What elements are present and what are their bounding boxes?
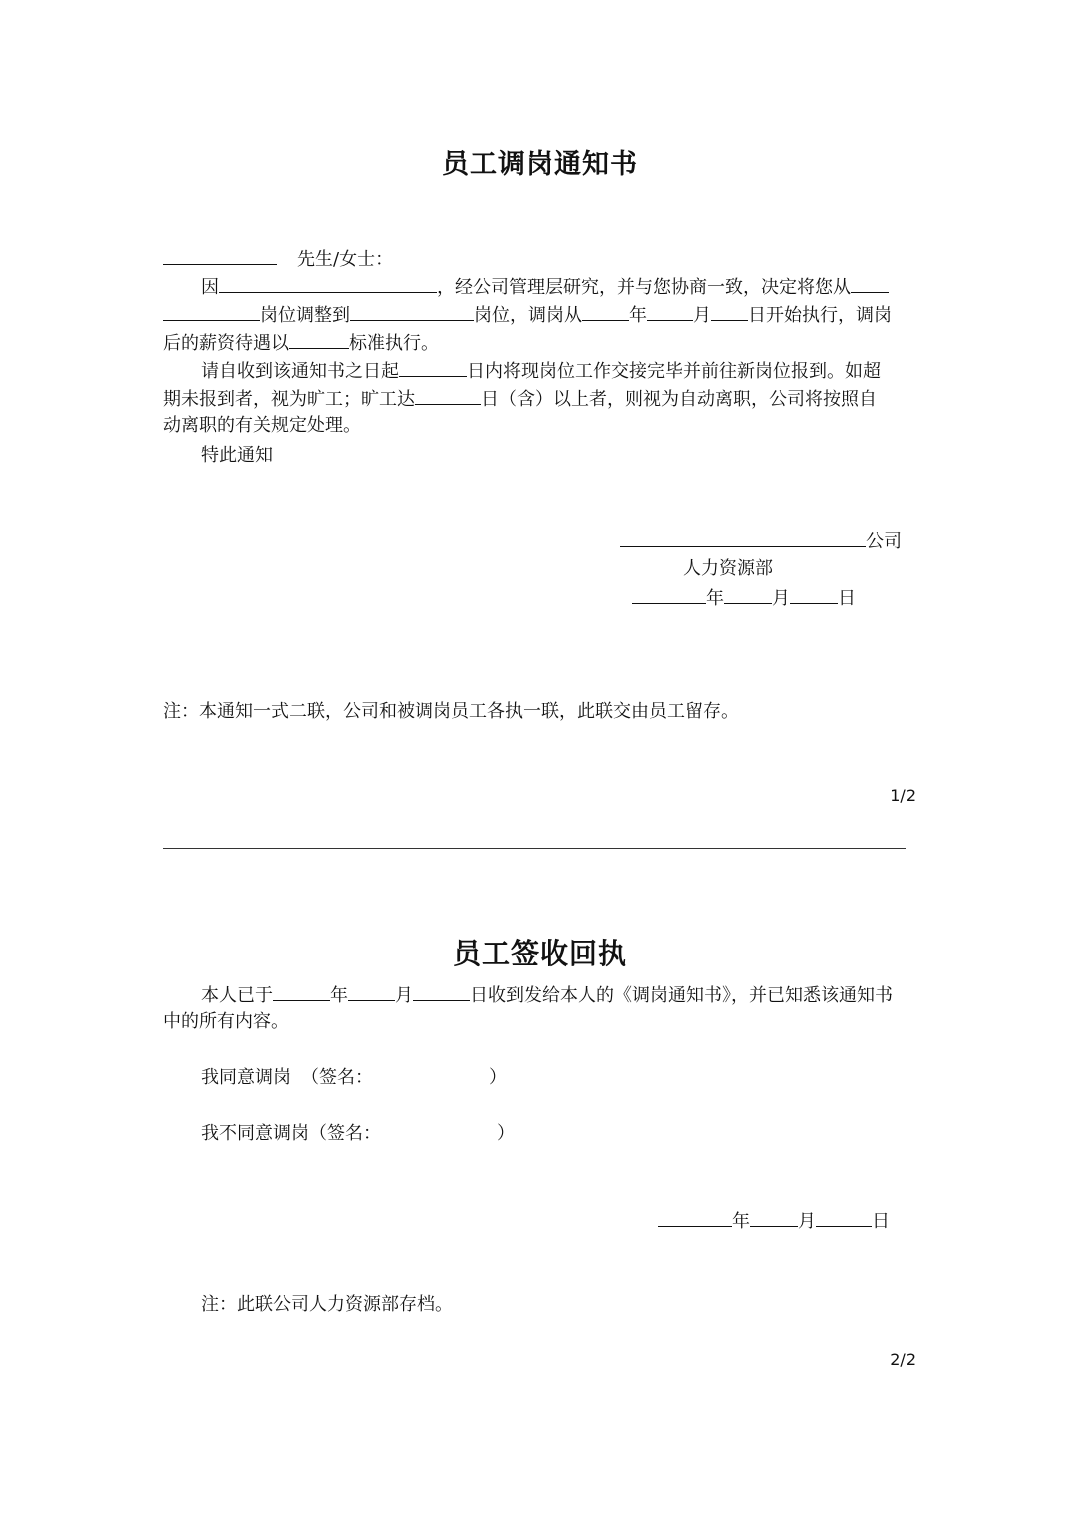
receipt-day-blank[interactable] [816, 1206, 872, 1227]
absence-days-blank[interactable] [415, 384, 481, 405]
p1-text-c: 岗位调整到 [260, 305, 350, 326]
employee-name-blank[interactable] [163, 244, 277, 265]
receipt-month-blank[interactable] [750, 1206, 798, 1227]
p1-text-a: 因 [201, 277, 219, 298]
p2-text-b: 日内将现岗位工作交接完毕并前往新岗位报到。如超 [467, 361, 881, 382]
salutation-line [163, 244, 393, 274]
r1-text-c: 月 [395, 985, 413, 1006]
r1-text-b: 年 [330, 985, 348, 1006]
agree-sign-open: （签名： [301, 1067, 373, 1088]
receipt-note: 注：此联公司人力资源部存档。 [201, 1294, 453, 1315]
receipt-date-line [658, 1206, 890, 1236]
agree-line [201, 1064, 507, 1092]
p2-text-e: 动离职的有关规定处理。 [163, 415, 361, 436]
disagree-label: 我不同意调岗 [201, 1123, 309, 1144]
from-position-blank-2[interactable] [163, 300, 260, 321]
page-number-2: 2/2 [890, 1350, 916, 1369]
notice-p1-line1 [201, 272, 889, 302]
p1-text-d: 岗位，调岗从 [474, 305, 582, 326]
receive-day-blank[interactable] [413, 980, 470, 1001]
sign-month-label: 月 [772, 588, 790, 609]
closing-text: 特此通知 [201, 445, 273, 466]
p1-text-b: ，经公司管理层研究，并与您协商一致，决定将您从 [437, 277, 851, 298]
start-month-blank[interactable] [647, 300, 693, 321]
sign-day-blank[interactable] [790, 583, 838, 604]
p2-text-a: 请自收到该通知书之日起 [201, 361, 399, 382]
notice-p2-line2 [163, 384, 877, 414]
to-position-blank[interactable] [350, 300, 474, 321]
p2-text-c: 期未报到者，视为旷工；旷工达 [163, 389, 415, 410]
p1-text-f: 月 [693, 305, 711, 326]
from-position-blank-1[interactable] [851, 272, 889, 293]
salary-standard-blank[interactable] [289, 328, 349, 349]
notice-p1-line2 [163, 300, 892, 330]
receipt-p1-line1 [201, 980, 893, 1010]
signature-department: 人力资源部 [683, 558, 773, 579]
disagree-line [201, 1120, 515, 1148]
sign-year-label: 年 [706, 588, 724, 609]
p1-text-i: 标准执行。 [349, 333, 439, 354]
start-day-blank[interactable] [711, 300, 748, 321]
disagree-sign-close: ） [497, 1123, 515, 1144]
company-name-blank[interactable] [620, 526, 866, 547]
handover-days-blank[interactable] [399, 356, 467, 377]
signature-date-line [632, 583, 856, 613]
receipt-day-label: 日 [872, 1211, 890, 1232]
receipt-year-label: 年 [732, 1211, 750, 1232]
p1-text-e: 年 [629, 305, 647, 326]
r1-text-e: 中的所有内容。 [163, 1011, 289, 1032]
notice-title: 员工调岗通知书 [442, 149, 638, 180]
notice-note: 注：本通知一式二联，公司和被调岗员工各执一联，此联交由员工留存。 [163, 701, 739, 722]
receive-year-blank[interactable] [273, 980, 330, 1001]
receipt-p1-line2 [163, 1008, 289, 1036]
p1-text-g: 日开始执行，调岗 [748, 305, 892, 326]
salutation-text: 先生/女士： [297, 249, 394, 270]
p2-text-d: 日（含）以上者，则视为自动离职，公司将按照自 [481, 389, 877, 410]
disagree-sign-open: （签名： [309, 1123, 381, 1144]
r1-text-a: 本人已于 [201, 985, 273, 1006]
reason-blank[interactable] [219, 272, 437, 293]
page-number-1: 1/2 [890, 786, 916, 805]
p1-text-h: 后的薪资待遇以 [163, 333, 289, 354]
start-year-blank[interactable] [582, 300, 629, 321]
sign-year-blank[interactable] [632, 583, 706, 604]
receipt-title: 员工签收回执 [452, 937, 627, 970]
signature-company-line [620, 526, 902, 556]
agree-label: 我同意调岗 [201, 1067, 291, 1088]
notice-p2-line1 [201, 356, 881, 386]
receipt-year-blank[interactable] [658, 1206, 732, 1227]
cut-line-divider [163, 848, 906, 849]
company-label: 公司 [866, 531, 902, 552]
r1-text-d: 日收到发给本人的《调岗通知书》，并已知悉该通知书 [470, 985, 893, 1006]
agree-sign-close: ） [489, 1067, 507, 1088]
receive-month-blank[interactable] [348, 980, 395, 1001]
sign-day-label: 日 [838, 588, 856, 609]
notice-p1-line3 [163, 328, 439, 358]
notice-p2-line3 [163, 412, 361, 440]
sign-month-blank[interactable] [724, 583, 772, 604]
receipt-month-label: 月 [798, 1211, 816, 1232]
